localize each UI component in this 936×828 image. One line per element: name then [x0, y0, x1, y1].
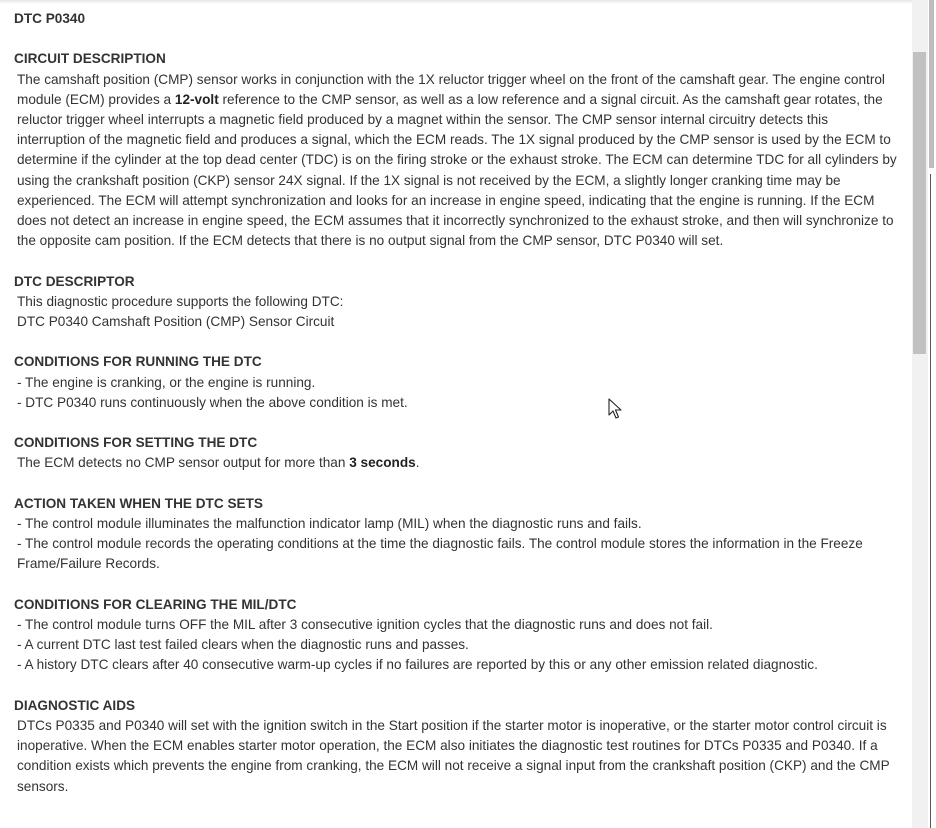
top-shadow: [0, 0, 912, 4]
voltage-value: 12-volt: [174, 91, 219, 107]
outer-scrollbar-thumb[interactable]: [929, 0, 934, 168]
dtc-descriptor-line: This diagnostic procedure supports the following DTC:: [17, 293, 344, 309]
list-item: - The engine is cranking, or the engine is running.: [17, 374, 316, 390]
action-taken-heading: ACTION TAKEN WHEN THE DTC SETS: [14, 495, 263, 511]
dtc-descriptor-line: DTC P0340 Camshaft Position (CMP) Sensor Circuit: [17, 314, 335, 330]
list-item: - The control module records the operating conditions at the time the diagnostic fails. The control module stores the information in the Freeze Frame/Failure Records.: [17, 536, 863, 572]
dtc-descriptor-heading: DTC DESCRIPTOR: [14, 273, 135, 289]
conditions-setting-heading: CONDITIONS FOR SETTING THE DTC: [14, 435, 258, 451]
diagnostic-aids-text: DTCs P0335 and P0340 will set with the ignition switch in the Start position if the starter motor is inoperative, or the starter motor control circuit is inoperative. When the ECM enables starter motor operation, the ECM also initiates the diagnostic test routines for DTCs P0335 and P0340. If a condition exists which prevents the engine from cranking, the ECM will not receive a signal input from the crankshaft position (CKP) and the CMP sensors.: [17, 718, 890, 794]
list-item: - The control module turns OFF the MIL after 3 consecutive ignition cycles that the diagnostic runs and does not fail.: [17, 617, 713, 632]
duration-value: 3 seconds: [349, 455, 416, 471]
document-content: [14, 9, 898, 797]
list-item: - A history DTC clears after 40 consecutive warm-up cycles if no failures are reported by this or any other emission related diagnostic.: [17, 657, 818, 673]
circuit-description-heading: CIRCUIT DESCRIPTION: [14, 51, 166, 67]
scrollbar-thumb[interactable]: [913, 52, 926, 354]
circuit-description-text: The camshaft position (CMP) sensor works in conjunction with the 1X reluctor trigger wheel on the front of the camshaft gear. The engine control module (ECM) provides a 12-volt reference to the CMP sensor, as well as a low reference and a signal circuit. As the camshaft gear rotates, the reluctor trigger wheel interrupts a magnetic field produced by a magnet within the sensor. The CMP sensor internal circuitry detects this interruption of the magnetic field and produces a signal, which the ECM reads. The 1X signal produced by the CMP sensor is used by the ECM to determine if the cylinder at the top dead center (TDC) is on the firing stroke or the exhaust stroke. The ECM can determine TDC for all cylinders by using the crankshaft position (CKP) sensor 24X signal. If the 1X signal is not received by the ECM, a slightly longer cranking time may be experienced. The ECM will attempt synchronization and looks for an increase in engine speed, indicating that the engine is running. If the ECM does not detect an increase in engine speed, the ECM assumes that it incorrectly synchronized to the exhaust stroke, and then will synchronize to the opposite cam position. If the ECM detects that there is no output signal from the CMP sensor, DTC P0340 will set.: [17, 71, 897, 249]
list-item: - A current DTC last test failed clears when the diagnostic runs and passes.: [17, 637, 469, 653]
vertical-scrollbar[interactable]: [912, 0, 928, 828]
list-item: - The control module illuminates the malfunction indicator lamp (MIL) when the diagnostic runs and fails.: [17, 516, 642, 531]
mouse-pointer-icon: [608, 398, 622, 420]
conditions-running-heading: CONDITIONS FOR RUNNING THE DTC: [14, 354, 262, 370]
page-title: DTC P0340: [14, 11, 86, 26]
window-edge: [930, 174, 931, 828]
conditions-setting-text: The ECM detects no CMP sensor output for more than 3 seconds.: [17, 455, 420, 471]
diagnostic-aids-heading: DIAGNOSTIC AIDS: [14, 697, 136, 713]
list-item: - DTC P0340 runs continuously when the above condition is met.: [17, 394, 408, 410]
conditions-clearing-heading: CONDITIONS FOR CLEARING THE MIL/DTC: [14, 596, 297, 612]
